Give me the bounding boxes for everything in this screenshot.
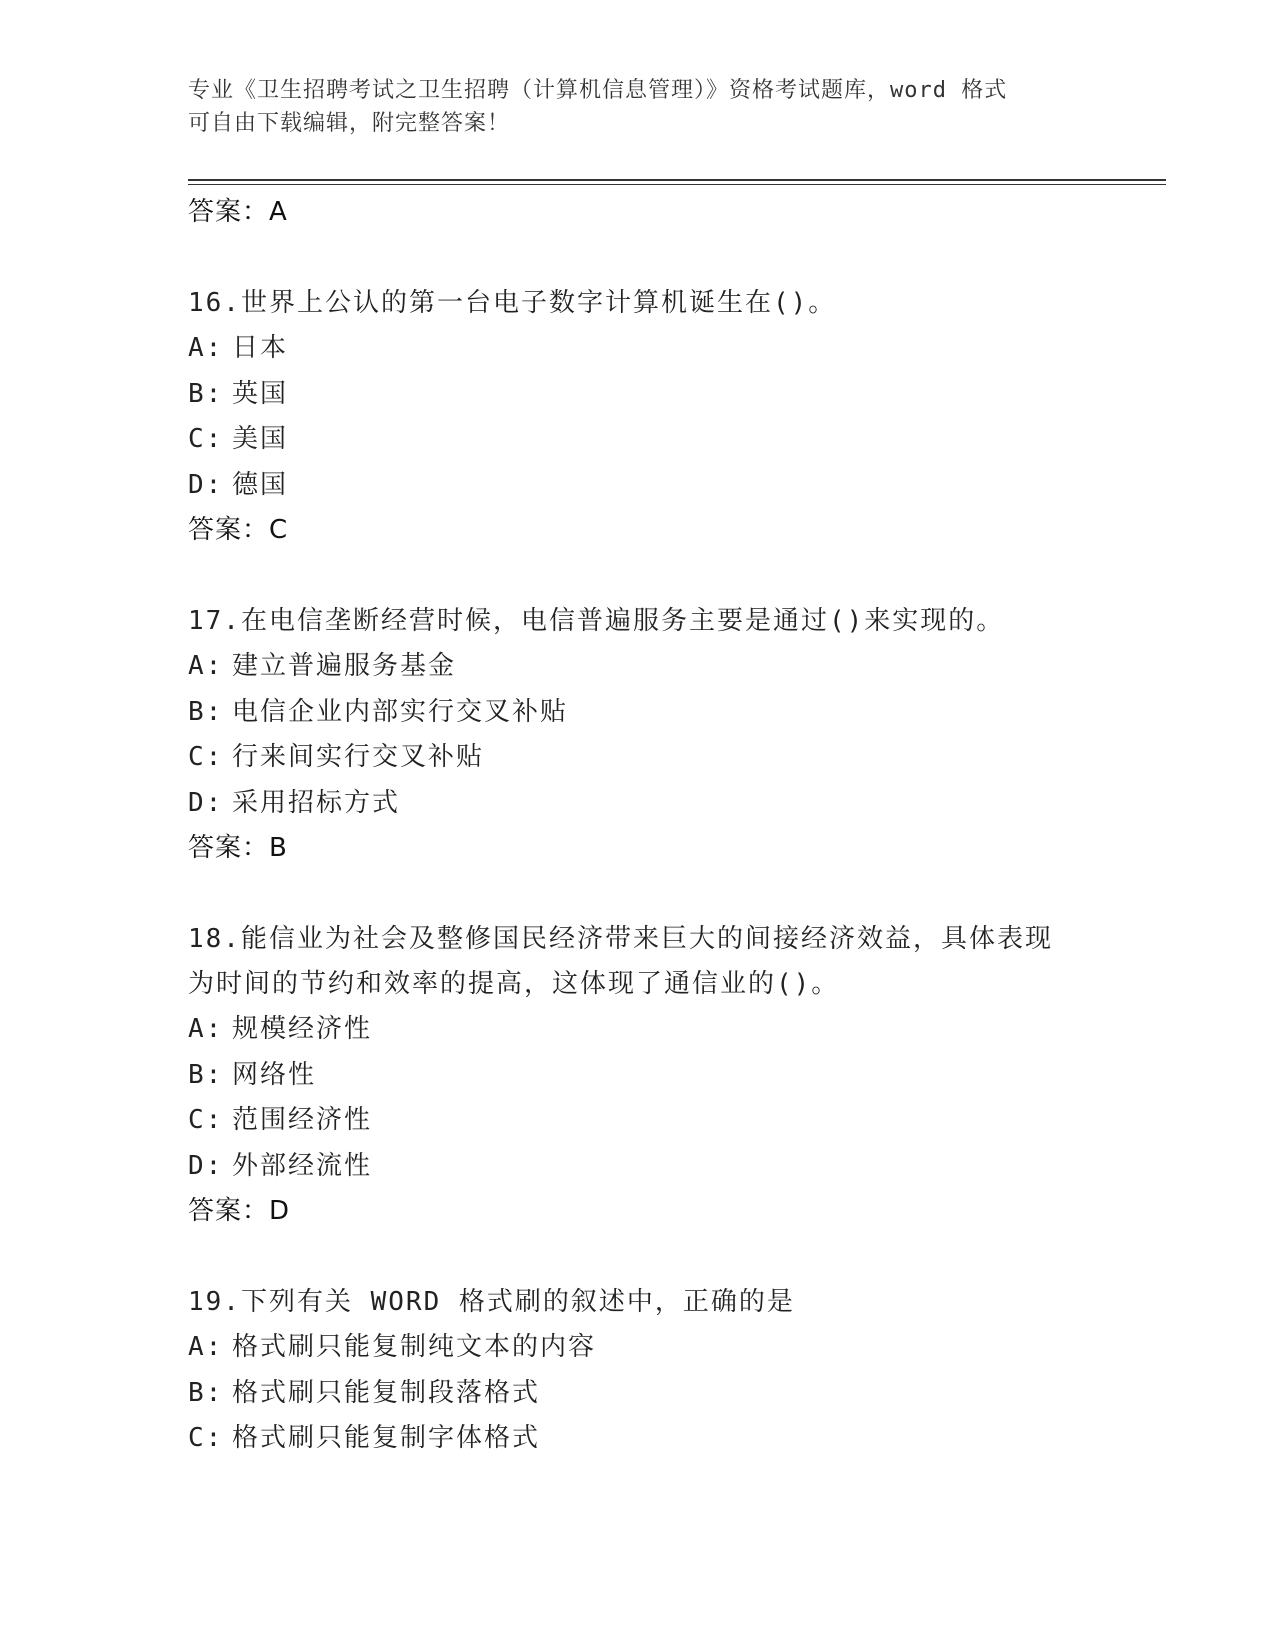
question-block xyxy=(188,1280,1088,1462)
option-letter: B: xyxy=(188,1059,224,1090)
option-row xyxy=(188,372,1088,418)
option-text: 德国 xyxy=(232,469,289,500)
option-letter: A: xyxy=(188,651,224,681)
answer-prefix: 答案： xyxy=(188,197,270,227)
option-text: 美国 xyxy=(232,424,289,454)
option-letter: A: xyxy=(188,333,224,363)
answer-line xyxy=(188,1189,1088,1234)
option-text: 电信企业内部实行交叉补贴 xyxy=(232,696,569,727)
option-text: 格式刷只能复制纯文本的内容 xyxy=(232,1332,597,1362)
option-row xyxy=(188,1371,1088,1417)
option-letter: D: xyxy=(188,787,224,818)
option-row xyxy=(188,644,1088,690)
question-spacer xyxy=(188,1234,1088,1280)
question-text xyxy=(188,599,1088,644)
option-row xyxy=(188,326,1088,372)
option-text: 行来间实行交叉补贴 xyxy=(232,742,485,772)
option-text: 采用招标方式 xyxy=(232,787,401,818)
option-letter: B: xyxy=(188,1377,224,1408)
answer-prefix: 答案： xyxy=(188,1196,270,1226)
question-text xyxy=(188,1280,1088,1325)
header-line-2: 可自由下载编辑，附完整答案！ xyxy=(188,111,511,136)
option-row xyxy=(188,1325,1088,1371)
option-letter: C: xyxy=(188,1423,224,1453)
option-text: 规模经济性 xyxy=(232,1014,373,1044)
question-text-line: 17.在电信垄断经营时候，电信普遍服务主要是通过()来实现的。 xyxy=(188,606,1005,636)
answer-line xyxy=(188,190,1088,235)
option-text: 格式刷只能复制字体格式 xyxy=(232,1423,541,1453)
option-row xyxy=(188,417,1088,463)
answer-line xyxy=(188,826,1088,871)
option-row xyxy=(188,1098,1088,1144)
answer-prefix: 答案： xyxy=(188,833,270,863)
option-row xyxy=(188,1144,1088,1190)
answer-line xyxy=(188,508,1088,553)
option-letter: D: xyxy=(188,1150,224,1181)
option-text: 日本 xyxy=(232,333,289,363)
answer-value: A xyxy=(269,197,288,227)
answer-value: C xyxy=(269,515,289,545)
option-text: 外部经流性 xyxy=(232,1150,373,1181)
question-text-line: 19.下列有关 WORD 格式刷的叙述中，正确的是 xyxy=(188,1287,795,1317)
question-text-line: 18.能信业为社会及整修国民经济带来巨大的间接经济效益，具体表现 xyxy=(188,924,1053,954)
question-spacer xyxy=(188,235,1088,281)
option-row xyxy=(188,1053,1088,1099)
option-text: 英国 xyxy=(232,378,289,409)
question-spacer xyxy=(188,871,1088,917)
option-letter: D: xyxy=(188,469,224,500)
question-spacer xyxy=(188,553,1088,599)
option-row xyxy=(188,781,1088,827)
option-text: 建立普遍服务基金 xyxy=(232,651,457,681)
option-row xyxy=(188,735,1088,781)
question-text-line: 16.世界上公认的第一台电子数字计算机诞生在()。 xyxy=(188,288,837,318)
question-text-line: 为时间的节约和效率的提高，这体现了通信业的()。 xyxy=(188,969,840,999)
option-letter: A: xyxy=(188,1332,224,1362)
header-rule-thick xyxy=(188,179,1166,181)
document-header xyxy=(188,74,1088,140)
question-block xyxy=(188,281,1088,553)
answer-value: D xyxy=(269,1196,291,1226)
option-row xyxy=(188,690,1088,736)
option-letter: B: xyxy=(188,378,224,409)
question-block xyxy=(188,599,1088,871)
option-letter: C: xyxy=(188,742,224,772)
header-line-1: 专业《卫生招聘考试之卫生招聘（计算机信息管理）》资格考试题库，word 格式 xyxy=(188,78,1008,103)
option-row xyxy=(188,1007,1088,1053)
option-row xyxy=(188,463,1088,509)
option-letter: C: xyxy=(188,424,224,454)
option-letter: A: xyxy=(188,1014,224,1044)
answer-prefix: 答案： xyxy=(188,515,270,545)
option-text: 格式刷只能复制段落格式 xyxy=(232,1377,541,1408)
answer-value: B xyxy=(269,833,288,863)
option-row xyxy=(188,1416,1088,1462)
option-letter: C: xyxy=(188,1105,224,1135)
question-text xyxy=(188,917,1088,1007)
option-letter: B: xyxy=(188,696,224,727)
option-text: 网络性 xyxy=(232,1059,317,1090)
question-block xyxy=(188,917,1088,1234)
header-rule-thin xyxy=(188,184,1166,185)
option-text: 范围经济性 xyxy=(232,1105,373,1135)
question-text xyxy=(188,281,1088,326)
question-list xyxy=(188,190,1088,1462)
